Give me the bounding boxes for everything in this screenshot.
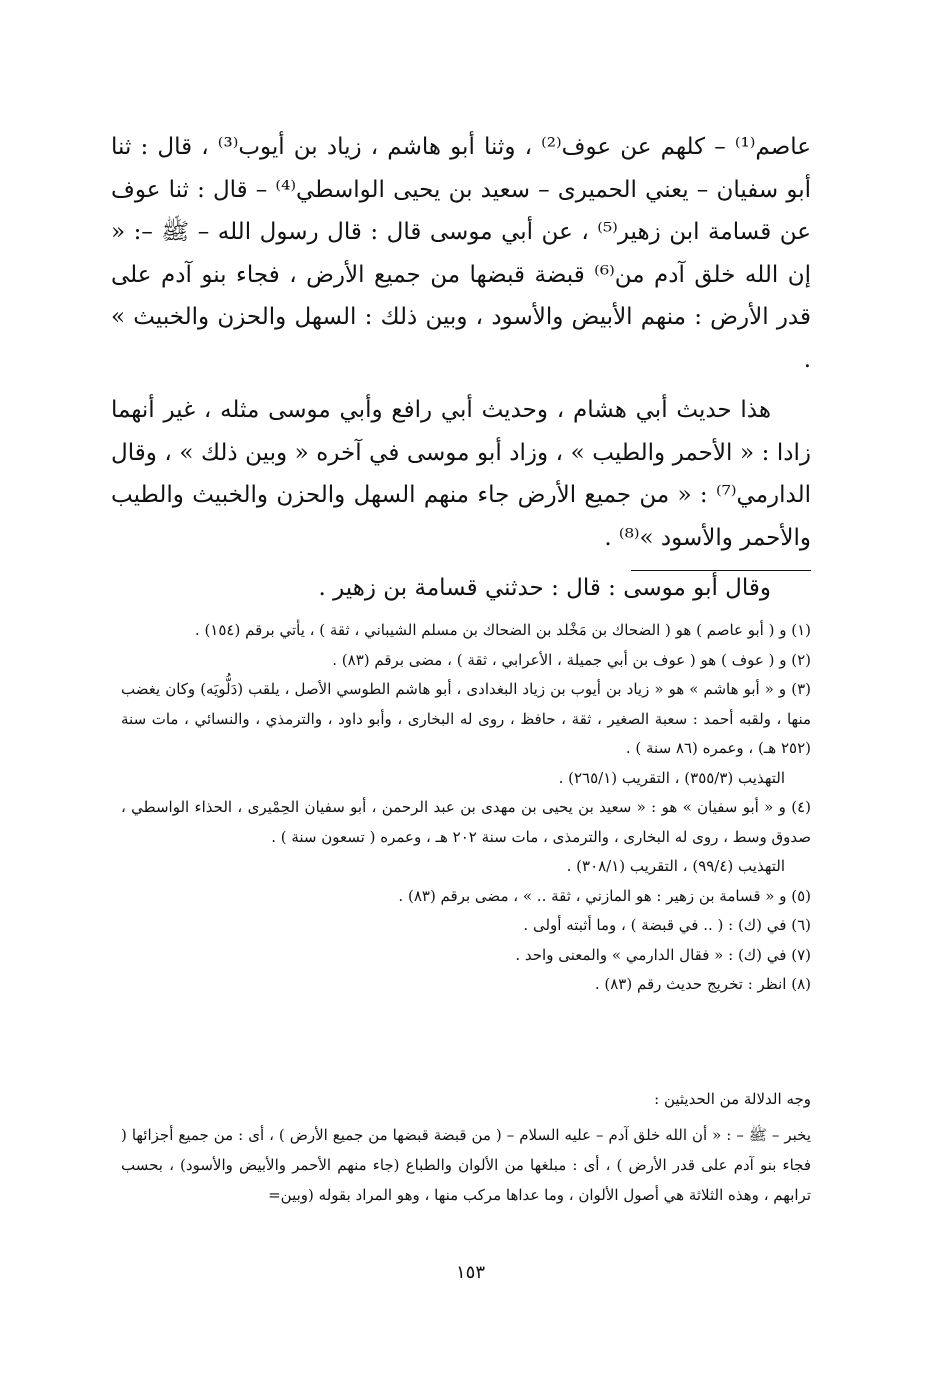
footnote-2: (٢) و ( عوف ) هو ( عوف بن أبي جميلة ، الأعرابي ، ثقة ) ، مضى برقم (٨٣) . bbox=[332, 650, 811, 669]
footnote-separator bbox=[631, 570, 811, 571]
commentary-heading: وجه الدلالة من الحديثين : bbox=[654, 1090, 811, 1108]
footnote-5: (٥) و « قسامة بن زهير : هو المازني ، ثقة .. » ، مضى برقم (٨٣) . bbox=[398, 886, 811, 905]
main-text bbox=[111, 126, 811, 610]
footnote-3-reference: التهذيب (٣٥٥/٣) ، التقريب (٢٦٥/١) . bbox=[558, 768, 785, 787]
footnotes bbox=[121, 616, 811, 1000]
main-paragraph-3: وقال أبو موسى : قال : حدثني قسامة بن زهير . bbox=[318, 575, 771, 601]
footnote-3: (٣) و « أبو هاشم » هو « زياد بن أيوب بن زياد البغدادى ، أبو هاشم الطوسي الأصل ، يلقب (دَلُّويَه) وكان يغضب منها ، ولقبه أحمد : سعبة الصغير ، ثقة ، حافظ ، روى له البخارى ، وأبو داود ، والترمذي ، والنسائي ، مات سنة (٢٥٢ هـ) ، وعمره (٨٦ سنة ) . bbox=[121, 680, 811, 757]
footnote-4: (٤) و « أبو سفيان » هو : « سعيد بن يحيى بن مهدى بن عبد الرحمن ، أبو سفيان الحِمْيرى ، الحذاء الواسطي ، صدوق وسط ، روى له البخارى ، والترمذى ، مات سنة ٢٠٢ هـ ، وعمره ( تسعون سنة ) . bbox=[121, 798, 811, 846]
footnote-4-reference: التهذيب (٩٩/٤) ، التقريب (٣٠٨/١) . bbox=[566, 857, 785, 875]
page-number: ١٥٣ bbox=[455, 1262, 485, 1283]
footnote-1: (١) و ( أبو عاصم ) هو ( الضحاك بن مَخْلد بن الضحاك بن مسلم الشيباني ، ثقة ) ، يأتي برقم (١٥٤) . bbox=[194, 621, 811, 639]
footnote-7: (٧) في (ك) : « فقال الدارمي » والمعنى واحد . bbox=[515, 945, 811, 964]
commentary-section bbox=[121, 1084, 811, 1210]
footnote-6: (٦) في (ك) : ( .. في قبضة ) ، وما أثبته أولى . bbox=[523, 916, 811, 934]
footnote-8: (٨) انظر : تخريج حديث رقم (٨٣) . bbox=[594, 975, 811, 993]
main-paragraph-1: عاصم⁽¹⁾ – كلهم عن عوف⁽²⁾ ، وثنا أبو هاشم ، زياد بن أيوب⁽³⁾ ، قال : ثنا أبو سفيان – يعني الحميرى – سعيد بن يحيى الواسطي⁽⁴⁾ – قال : ثنا عوف عن قسامة ابن زهير⁽⁵⁾ ، عن أبي موسى قال : قال رسول الله – ﷺ –: « إن الله خلق آدم من⁽⁶⁾ قبضة قبضها من جميع الأرض ، فجاء بنو آدم على قدر الأرض : منهم الأبيض والأسود ، وبين ذلك : السهل والحزن والخبيث » . bbox=[111, 134, 811, 373]
commentary-text: يخبر – ﷺ – : « أن الله خلق آدم – عليه السلام – ( من قبضة قبضها من جميع الأرض ) ، أى : من جميع أجزائها ( فجاء بنو آدم على قدر الأرض ) ، أى : مبلغها من الألوان والطباع (جاء منهم الأحمر والأبيض والأسود) ، بحسب ترابهم ، وهذه الثلاثة هي أصول الألوان ، وما عداها مركب منها ، وهو المراد بقوله (وبين= bbox=[121, 1126, 811, 1204]
main-paragraph-2: هذا حديث أبي هشام ، وحديث أبي رافع وأبي موسى مثله ، غير أنهما زادا : « الأحمر والطيب » ، وزاد أبو موسى في آخره « وبين ذلك » ، وقال الدارمي⁽⁷⁾ : « من جميع الأرض جاء منهم السهل والحزن والخبيث والطيب والأحمر والأسود »⁽⁸⁾ . bbox=[111, 397, 811, 551]
